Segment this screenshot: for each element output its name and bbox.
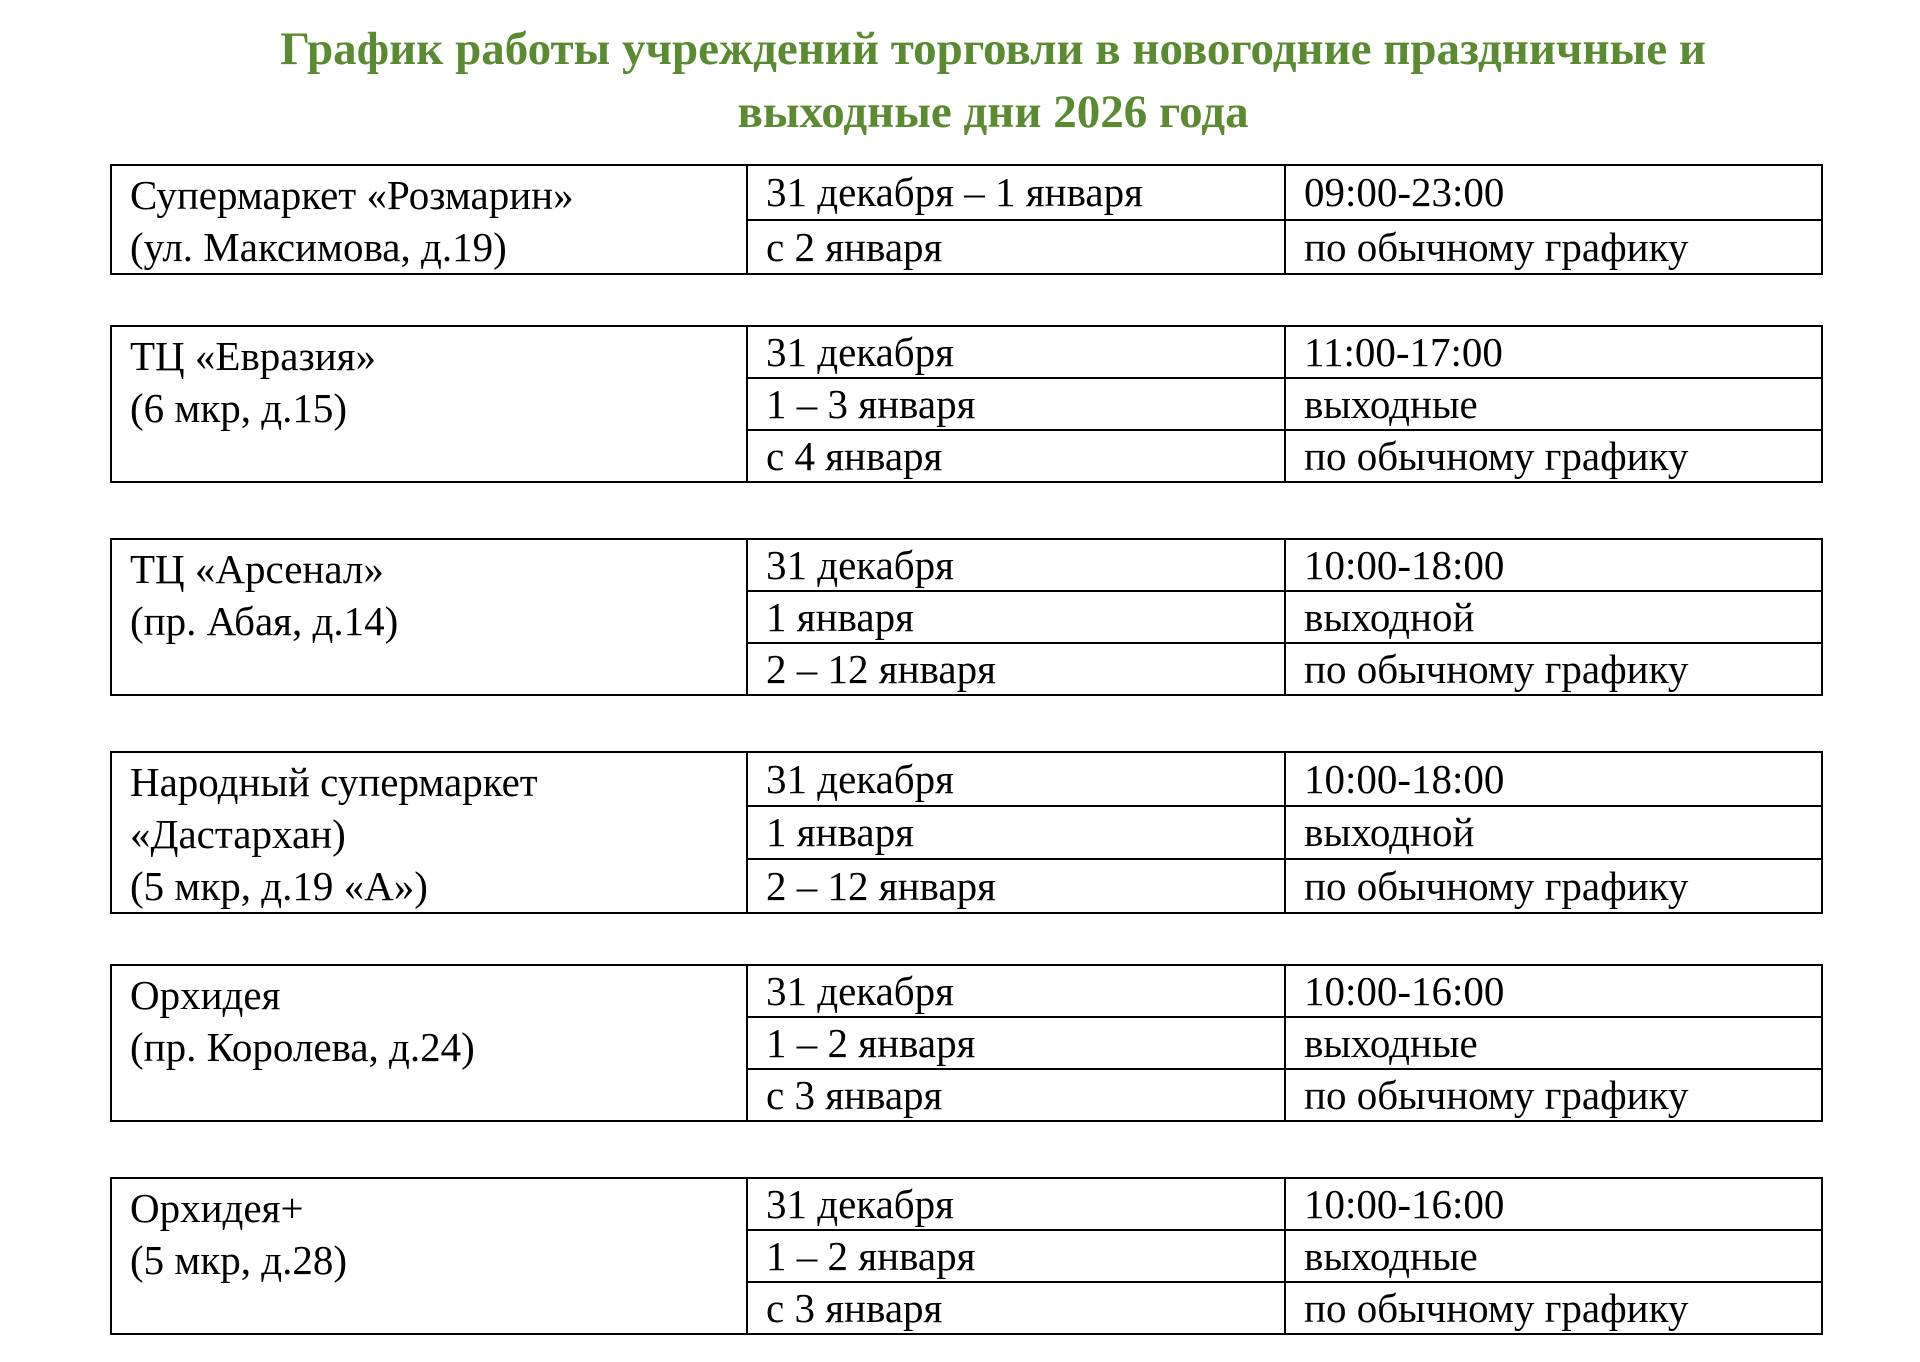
date-range-cell: 31 декабря: [747, 965, 1285, 1017]
table-row: [111, 326, 1822, 378]
working-hours-cell: 09:00-23:00: [1285, 165, 1822, 220]
store-name: ТЦ «Евразия»: [130, 333, 376, 379]
store-name: Супермаркет «Розмарин»: [130, 172, 574, 218]
table-row: [111, 539, 1822, 591]
store-name: ТЦ «Арсенал»: [130, 546, 384, 592]
store-name-cell: [111, 165, 747, 274]
table-row: [111, 1178, 1822, 1230]
store-name: Орхидея+: [130, 1185, 304, 1231]
working-hours-cell: выходной: [1285, 591, 1822, 643]
store-name: Орхидея: [130, 972, 281, 1018]
date-range-cell: 1 – 2 января: [747, 1017, 1285, 1069]
working-hours-cell: 10:00-18:00: [1285, 539, 1822, 591]
working-hours-cell: 10:00-16:00: [1285, 1178, 1822, 1230]
store-address: (пр. Абая, д.14): [130, 598, 399, 644]
date-range-cell: 31 декабря: [747, 752, 1285, 806]
store-name-cell: [111, 326, 747, 482]
store-schedule-table: [110, 164, 1823, 275]
date-range-cell: 1 января: [747, 591, 1285, 643]
date-range-cell: 1 – 2 января: [747, 1230, 1285, 1282]
date-range-cell: 31 декабря – 1 января: [747, 165, 1285, 220]
store-schedule-table: [110, 325, 1823, 483]
date-range-cell: с 3 января: [747, 1282, 1285, 1334]
working-hours-cell: по обычному графику: [1285, 643, 1822, 695]
date-range-cell: 31 декабря: [747, 539, 1285, 591]
store-name-cell: [111, 1178, 747, 1334]
store-address: (ул. Максимова, д.19): [130, 224, 507, 270]
store-schedule-table: [110, 1177, 1823, 1335]
store-name-cell: [111, 965, 747, 1121]
store-address: (пр. Королева, д.24): [130, 1024, 475, 1070]
date-range-cell: с 2 января: [747, 220, 1285, 275]
working-hours-cell: выходные: [1285, 1230, 1822, 1282]
working-hours-cell: по обычному графику: [1285, 220, 1822, 275]
table-row: [111, 965, 1822, 1017]
working-hours-cell: выходные: [1285, 378, 1822, 430]
title-line-1: График работы учреждений торговли в новогодние праздничные и: [280, 23, 1706, 75]
store-name: Народный супермаркет: [130, 759, 538, 805]
working-hours-cell: 10:00-16:00: [1285, 965, 1822, 1017]
store-schedule-table: [110, 964, 1823, 1122]
date-range-cell: 1 – 3 января: [747, 378, 1285, 430]
date-range-cell: 2 – 12 января: [747, 859, 1285, 913]
date-range-cell: с 4 января: [747, 430, 1285, 482]
date-range-cell: 1 января: [747, 806, 1285, 860]
working-hours-cell: выходной: [1285, 806, 1822, 860]
store-name-cell: [111, 539, 747, 695]
working-hours-cell: по обычному графику: [1285, 1069, 1822, 1121]
store-name-cell: [111, 752, 747, 913]
working-hours-cell: по обычному графику: [1285, 1282, 1822, 1334]
store-schedule-table: [110, 751, 1823, 914]
store-address: (6 мкр, д.15): [130, 385, 348, 431]
date-range-cell: 2 – 12 января: [747, 643, 1285, 695]
working-hours-cell: выходные: [1285, 1017, 1822, 1069]
working-hours-cell: по обычному графику: [1285, 430, 1822, 482]
page-title: [0, 18, 1920, 144]
store-schedule-table: [110, 538, 1823, 696]
date-range-cell: с 3 января: [747, 1069, 1285, 1121]
date-range-cell: 31 декабря: [747, 326, 1285, 378]
date-range-cell: 31 декабря: [747, 1178, 1285, 1230]
title-line-2: выходные дни 2026 года: [737, 86, 1249, 138]
table-row: [111, 165, 1822, 220]
store-address: (5 мкр, д.19 «А»): [130, 863, 428, 909]
table-row: [111, 752, 1822, 806]
store-address: (5 мкр, д.28): [130, 1237, 348, 1283]
working-hours-cell: 11:00-17:00: [1285, 326, 1822, 378]
store-name-continued: «Дастархан): [130, 811, 346, 857]
working-hours-cell: 10:00-18:00: [1285, 752, 1822, 806]
working-hours-cell: по обычному графику: [1285, 859, 1822, 913]
